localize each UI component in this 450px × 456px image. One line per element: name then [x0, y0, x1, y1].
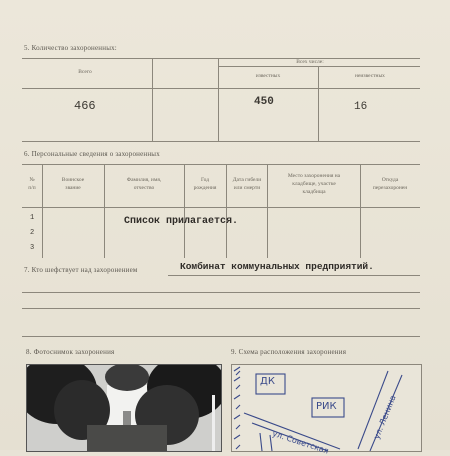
col-name: Фамилия, имя, отчество: [126, 177, 162, 191]
row-number: 3: [30, 244, 35, 252]
scheme-label-street-lenina: ул. Ленина: [372, 393, 398, 441]
scheme-label-rik: РИК: [316, 401, 337, 412]
total-count: 466: [74, 99, 96, 113]
patron-value: Комбинат коммунальных предприятий.: [180, 261, 374, 272]
section7-line: [168, 275, 420, 276]
col-number: № п/п: [28, 177, 36, 191]
photo-image: [27, 365, 221, 451]
col-reburied-from: Откуда перезахоронен: [372, 177, 408, 191]
table6-col: [42, 164, 43, 258]
table5-col: [218, 58, 219, 141]
burial-photo: [26, 364, 222, 452]
section7-title: 7. Кто шефствует над захоронением: [24, 266, 138, 274]
col-birth-year: Год рождения: [193, 177, 217, 191]
table5-bottom: [22, 141, 420, 142]
table5-header-bottom: [22, 88, 420, 89]
list-attached-note: Список прилагается.: [124, 216, 239, 227]
scheme-label-street-sovetskaya: ул. Советская: [271, 429, 330, 456]
col-rank: Воинское звание: [61, 177, 85, 191]
section7-line: [22, 308, 420, 309]
table5-col: [152, 58, 153, 141]
header-total: Всего: [78, 69, 92, 75]
section9-title: 9. Схема расположения захоронения: [231, 348, 347, 356]
section5-title: 5. Количество захороненных:: [24, 44, 117, 52]
table5-sub-top: [218, 66, 420, 67]
section8-title: 8. Фотоснимок захоронения: [26, 348, 115, 356]
location-scheme: [231, 364, 422, 456]
row-number: 2: [30, 229, 35, 237]
section6-title: 6. Персональные сведения о захороненных: [24, 150, 160, 158]
col-burial-place: Место захоронения на кладбище, участке кладбища: [287, 173, 341, 195]
known-count: 450: [254, 96, 274, 108]
scheme-label-dk: ДК: [260, 376, 275, 387]
table5-col: [318, 66, 319, 141]
unknown-count: 16: [354, 101, 368, 113]
section7-line: [22, 336, 420, 337]
header-including: Всех числе:: [296, 59, 324, 65]
table6-col: [104, 164, 105, 258]
col-death-date: Дата гибели или смерти: [232, 177, 262, 191]
header-known: известных: [255, 73, 281, 79]
section7-line: [22, 292, 420, 293]
row-number: 1: [30, 214, 35, 222]
header-unknown: неизвестных: [355, 73, 385, 79]
